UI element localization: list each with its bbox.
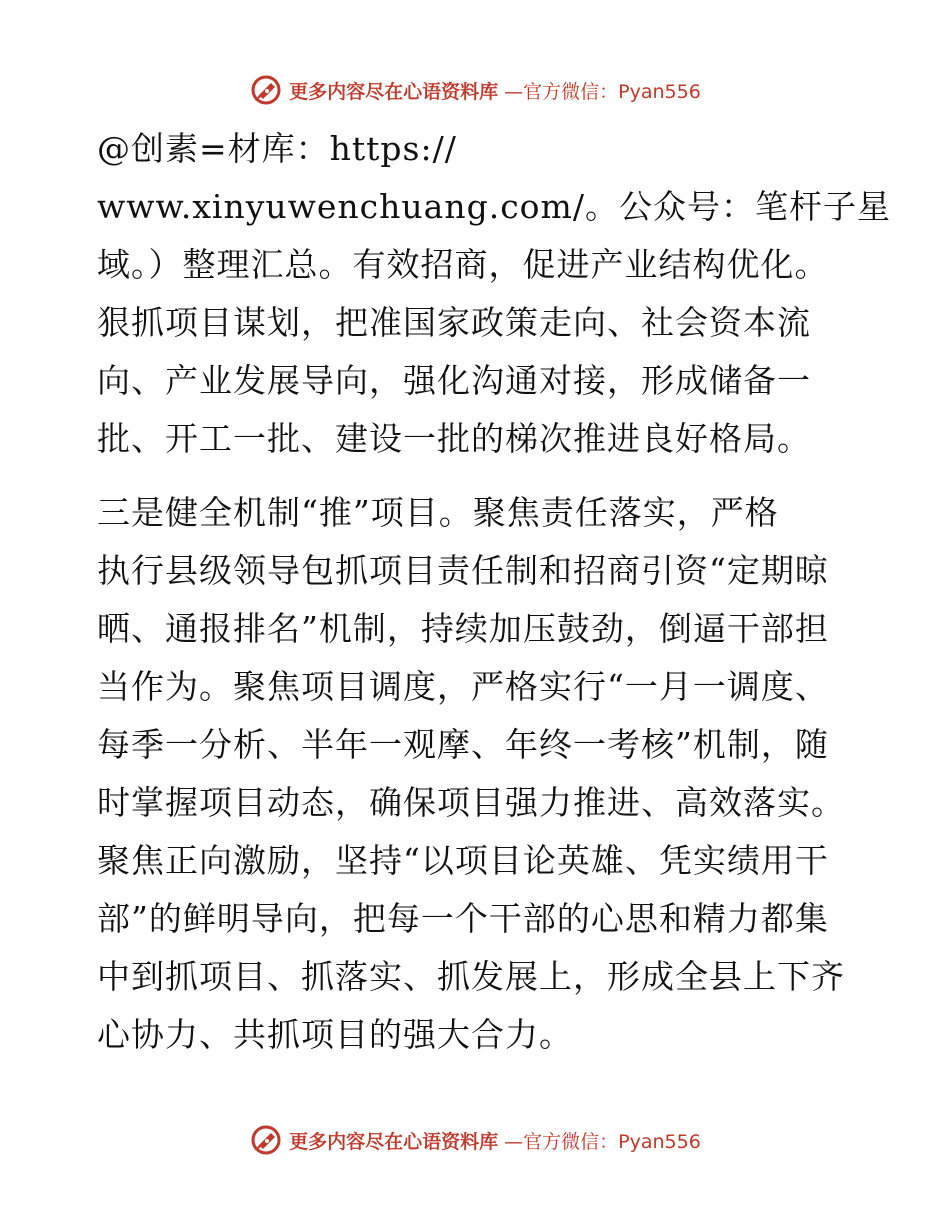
page-header-banner	[0, 70, 950, 110]
text-line: 狠抓项目谋划，把准国家政策走向、社会资本流	[97, 303, 811, 342]
paragraph-gap	[97, 468, 857, 484]
pen-nib-circle-icon	[249, 1123, 283, 1157]
text-line: 晒、通报排名”机制，持续加压鼓劲，倒逼干部担	[97, 609, 829, 648]
text-line: 向、产业发展导向，强化沟通对接，形成储备一	[97, 361, 811, 400]
text-line: @创素=材库：https://	[97, 129, 457, 168]
text-line: 部”的鲜明导向，把每一个干部的心思和精力都集	[97, 899, 829, 938]
paragraph-1	[97, 120, 891, 468]
text-line: 中到抓项目、抓落实、抓发展上，形成全县上下齐	[97, 957, 845, 996]
paragraph-2	[97, 484, 857, 1064]
header-main-text: 更多内容尽在心语资料库	[289, 80, 499, 103]
document-body	[97, 120, 891, 1064]
text-line: 心协力、共抓项目的强大合力。	[97, 1015, 573, 1054]
text-line: 每季一分析、半年一观摩、年终一考核”机制，随	[97, 725, 829, 764]
text-line: 批、开工一批、建设一批的梯次推进良好格局。	[97, 419, 811, 458]
text-line: 执行县级领导包抓项目责任制和招商引资“定期晾	[97, 551, 829, 590]
footer-main-text: 更多内容尽在心语资料库	[289, 1130, 499, 1153]
text-line: 三是健全机制“推”项目。聚焦责任落实，严格	[97, 493, 779, 532]
page-footer-banner	[0, 1120, 950, 1160]
header-sub-text: —官方微信：Pyan556	[504, 80, 701, 103]
footer-sub-text: —官方微信：Pyan556	[504, 1130, 701, 1153]
text-line: 当作为。聚焦项目调度，严格实行“一月一调度、	[97, 667, 829, 706]
text-line: 时掌握项目动态，确保项目强力推进、高效落实。	[97, 783, 845, 822]
pen-nib-circle-icon	[249, 73, 283, 107]
text-line: 聚焦正向激励，坚持“以项目论英雄、凭实绩用干	[97, 841, 829, 880]
text-line: 域。）整理汇总。有效招商，促进产业结构优化。	[97, 245, 829, 284]
text-line: www.xinyuwenchuang.com/。公众号：笔杆子星	[97, 187, 891, 226]
